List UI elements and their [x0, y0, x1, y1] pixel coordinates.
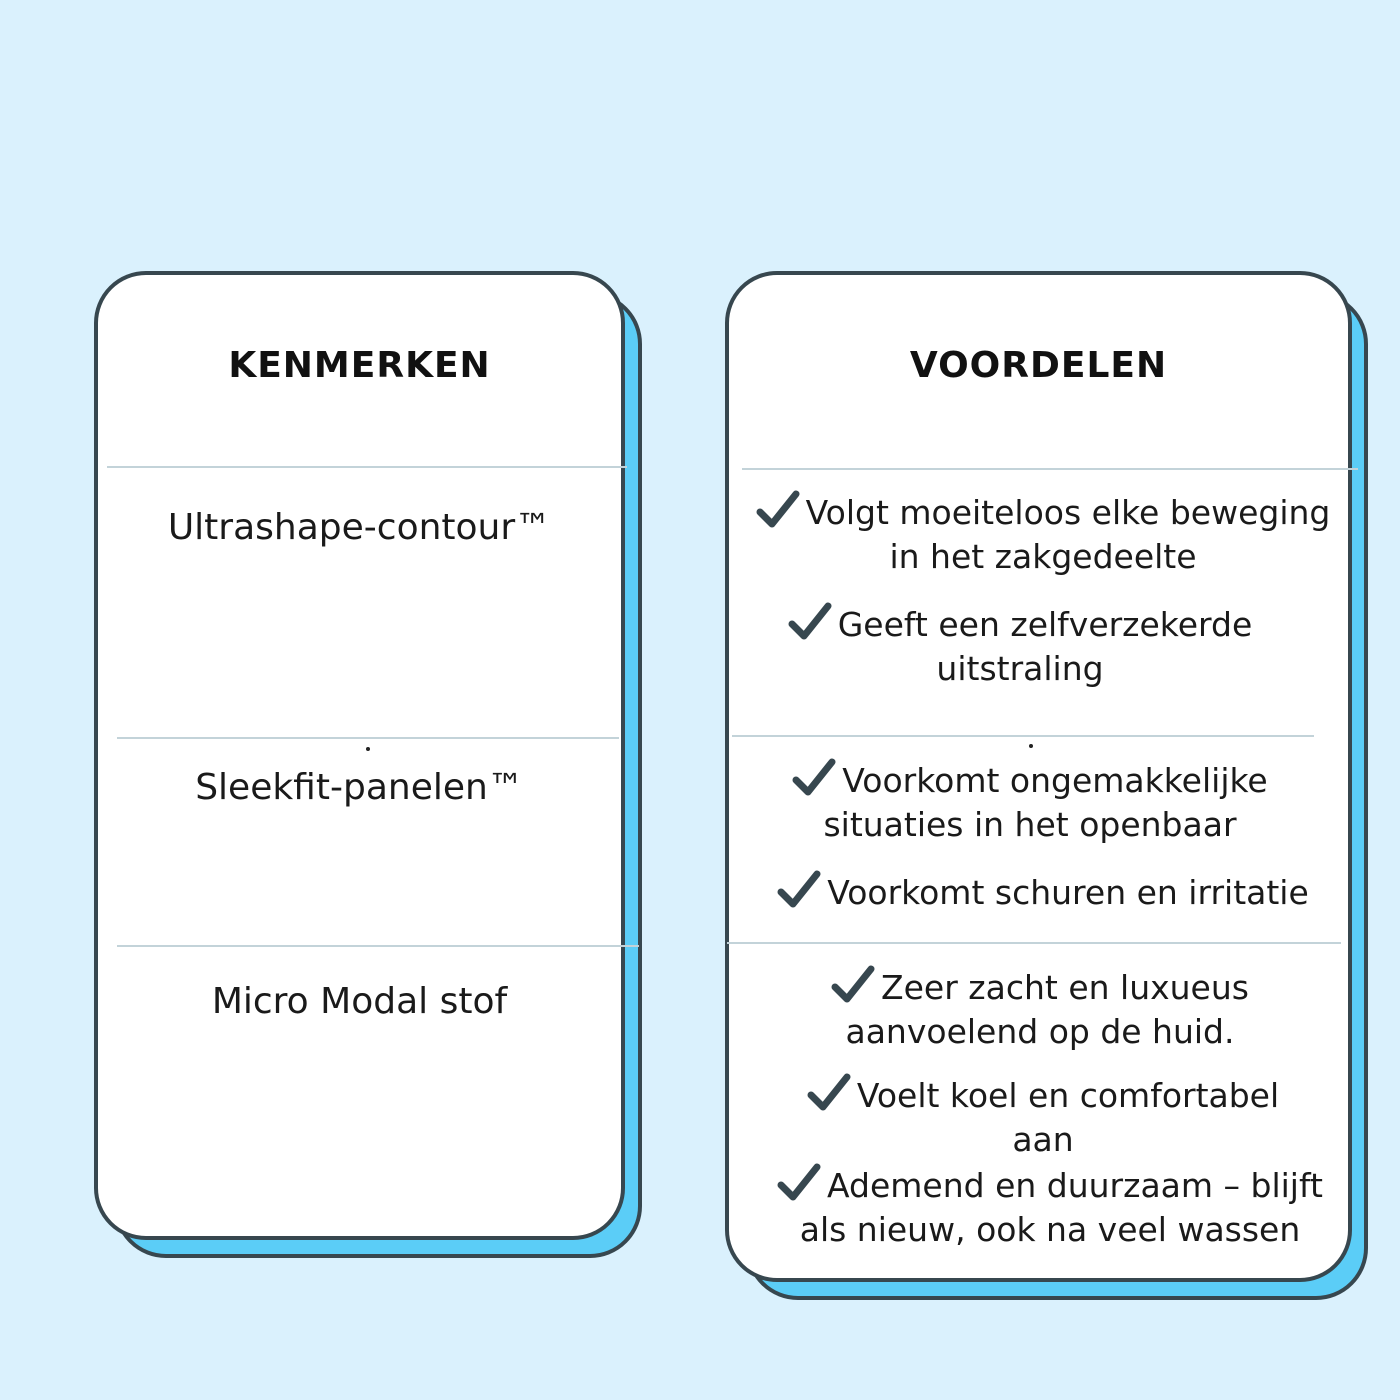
decorative-dot — [366, 747, 370, 751]
benefits-divider-2 — [732, 735, 1314, 737]
features-divider-1 — [107, 466, 627, 468]
check-icon — [792, 758, 836, 798]
benefit-line-2: als nieuw, ook na veel wassen — [799, 1210, 1301, 1249]
benefit-line-2: in het zakgedeelte — [889, 537, 1197, 576]
features-heading: KENMERKEN — [228, 345, 491, 386]
features-card — [94, 271, 625, 1240]
features-divider-3 — [117, 945, 639, 947]
benefits-divider-3 — [727, 942, 1341, 944]
benefit-line-1: Zeer zacht en luxueus — [881, 968, 1249, 1007]
benefit-item-5 — [760, 965, 1320, 1054]
benefit-line-2: aan — [1012, 1120, 1074, 1159]
benefit-item-7 — [750, 1163, 1350, 1252]
benefit-item-3 — [750, 758, 1310, 847]
benefit-line-1: Geeft een zelfverzekerde — [837, 605, 1253, 644]
benefit-line-1: Voelt koel en comfortabel — [856, 1076, 1280, 1115]
check-icon — [807, 1073, 851, 1113]
benefits-divider-1 — [742, 468, 1358, 470]
check-icon — [756, 490, 800, 530]
benefit-item-6 — [760, 1073, 1326, 1162]
benefit-item-1 — [740, 490, 1346, 579]
features-divider-2 — [117, 737, 619, 739]
decorative-dot — [1029, 744, 1033, 748]
feature-item-3: Micro Modal stof — [211, 981, 508, 1022]
benefit-line-2: aanvoelend op de huid. — [845, 1012, 1235, 1051]
benefit-line-1: Voorkomt schuren en irritatie — [827, 873, 1309, 912]
benefit-line-2: situaties in het openbaar — [823, 805, 1237, 844]
benefit-line-1: Volgt moeiteloos elke beweging — [805, 493, 1331, 532]
check-icon — [788, 602, 832, 642]
feature-item-1: Ultrashape-contour™ — [167, 507, 552, 548]
check-icon — [777, 870, 821, 910]
check-icon — [831, 965, 875, 1005]
benefits-heading: VOORDELEN — [909, 345, 1168, 386]
check-icon — [777, 1163, 821, 1203]
benefit-item-4 — [740, 870, 1346, 915]
benefit-line-1: Ademend en duurzaam – blijft — [827, 1166, 1323, 1205]
benefit-item-2 — [740, 602, 1300, 691]
benefit-line-2: uitstraling — [936, 649, 1104, 688]
feature-item-2: Sleekfit-panelen™ — [195, 767, 524, 808]
benefit-line-1: Voorkomt ongemakkelijke — [842, 761, 1268, 800]
